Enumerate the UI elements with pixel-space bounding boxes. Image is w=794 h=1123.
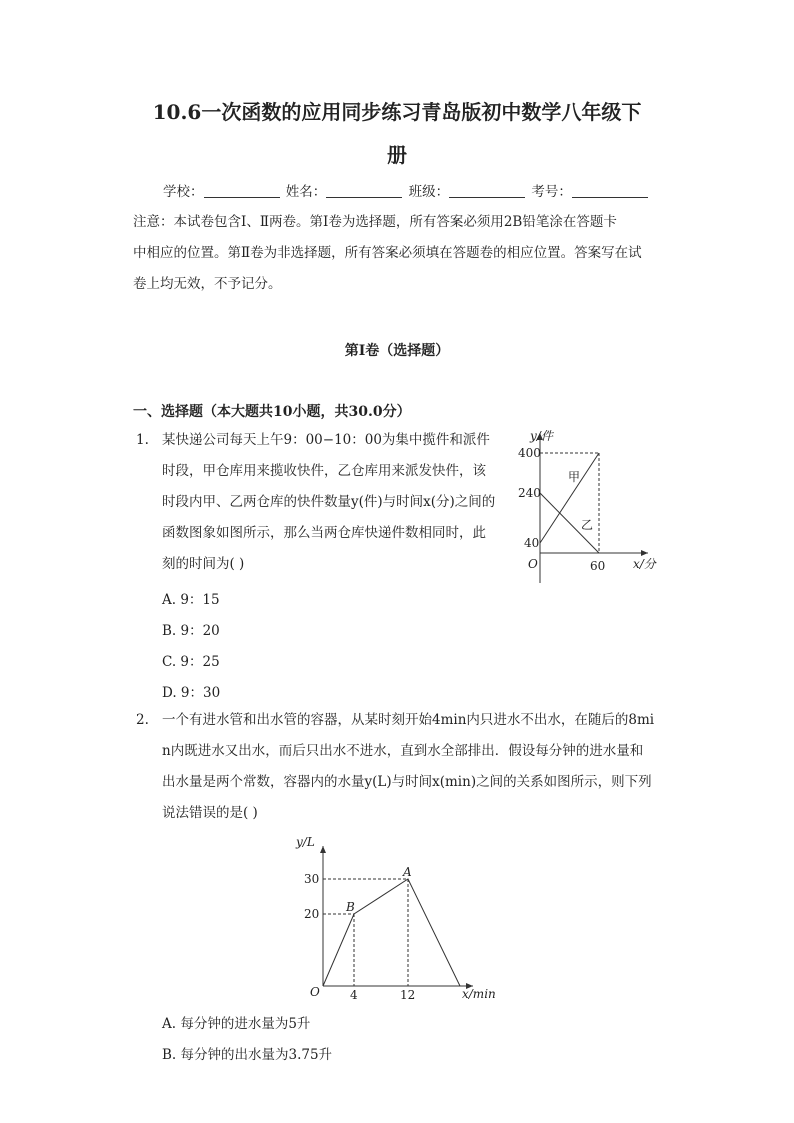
question-1-number: 1. <box>136 432 149 448</box>
q1-origin-label: O <box>528 557 538 571</box>
q2-origin-label: O <box>310 985 320 999</box>
student-info-row <box>163 184 650 200</box>
q1-tick-400: 400 <box>518 446 541 460</box>
question-2-option-b[interactable]: B. 每分钟的出水量为3.75升 <box>162 1047 333 1063</box>
question-2-line-3: 出水量是两个常数，容器内的水量y(L)与时间x(min)之间的关系如图所示，则下列 <box>162 774 652 790</box>
document-title-line1: 10.6一次函数的应用同步练习青岛版初中数学八年级下 <box>152 100 642 124</box>
question-1-line-5: 刻的时间为( ) <box>162 556 245 572</box>
q2-point-a-label: A <box>403 865 412 879</box>
q2-water-line <box>323 879 460 986</box>
question-2-line-2: n内既进水又出水，而后只出水不进水，直到水全部排出．假设每分钟的进水量和 <box>162 743 644 759</box>
name-label: 姓名： <box>285 184 327 200</box>
q2-y-arrow-icon <box>320 846 326 853</box>
class-label: 班级： <box>408 184 450 200</box>
document-title-line2: 册 <box>387 143 407 167</box>
question-2-graph <box>290 832 510 1004</box>
exam-number-label: 考号： <box>531 184 572 200</box>
name-blank[interactable] <box>326 184 402 198</box>
q1-label-jia: 甲 <box>568 470 581 484</box>
notice-line-2: 中相应的位置。第Ⅱ卷为非选择题，所有答案必须填在答题卷的相应位置。答案写在试 <box>133 245 642 261</box>
q2-point-b-label: B <box>346 900 355 914</box>
q2-tick-12: 12 <box>400 988 416 1002</box>
q2-y-axis-label: y/L <box>296 835 315 849</box>
q2-tick-20: 20 <box>304 907 320 921</box>
question-1-line-4: 函数图象如图所示，那么当两仓库快递件数相同时，此 <box>162 525 486 541</box>
exam-number-blank[interactable] <box>572 184 648 198</box>
question-1-graph <box>508 425 668 585</box>
notice-line-1: 注意：本试卷包含Ⅰ、Ⅱ两卷。第Ⅰ卷为选择题，所有答案必须用2B铅笔涂在答题卡 <box>133 214 617 230</box>
question-2-option-a[interactable]: A. 每分钟的进水量为5升 <box>162 1016 311 1032</box>
q2-x-axis-label: x/min <box>462 987 496 1001</box>
q2-tick-4: 4 <box>350 988 358 1002</box>
q2-tick-30: 30 <box>304 872 320 886</box>
notice-line-3: 卷上均无效，不予记分。 <box>133 276 282 292</box>
part-one-title: 第Ⅰ卷（选择题） <box>344 343 450 359</box>
question-1-option-a[interactable]: A. 9：15 <box>162 592 220 608</box>
school-blank[interactable] <box>204 184 280 198</box>
school-label: 学校： <box>163 184 204 200</box>
question-1-line-3: 时段内甲、乙两仓库的快件数量y(件)与时间x(分)之间的 <box>162 494 496 510</box>
q1-tick-40: 40 <box>524 536 540 550</box>
question-2-line-4: 说法错误的是( ) <box>162 805 258 821</box>
question-1-option-b[interactable]: B. 9：20 <box>162 623 220 639</box>
question-2-line-1: 一个有进水管和出水管的容器，从某时刻开始4min内只进水不出水，在随后的8mi <box>162 712 655 728</box>
question-2-number: 2. <box>136 712 149 728</box>
question-1-line-1: 某快递公司每天上午9：00−10：00为集中揽件和派件 <box>162 432 490 448</box>
q1-y-axis-label: y/件 <box>530 429 553 443</box>
class-blank[interactable] <box>449 184 525 198</box>
question-1-option-d[interactable]: D. 9：30 <box>162 685 221 701</box>
q1-x-arrow-icon <box>641 550 648 556</box>
section-heading: 一、选择题（本大题共10小题，共30.0分） <box>133 404 411 420</box>
q1-tick-60: 60 <box>590 559 606 573</box>
q1-label-yi: 乙 <box>581 518 594 532</box>
q1-tick-240: 240 <box>518 486 541 500</box>
question-1-line-2: 时段，甲仓库用来揽收快件，乙仓库用来派发快件，该 <box>162 463 486 479</box>
question-1-option-c[interactable]: C. 9：25 <box>162 654 220 670</box>
q1-x-axis-label: x/分 <box>633 557 656 571</box>
